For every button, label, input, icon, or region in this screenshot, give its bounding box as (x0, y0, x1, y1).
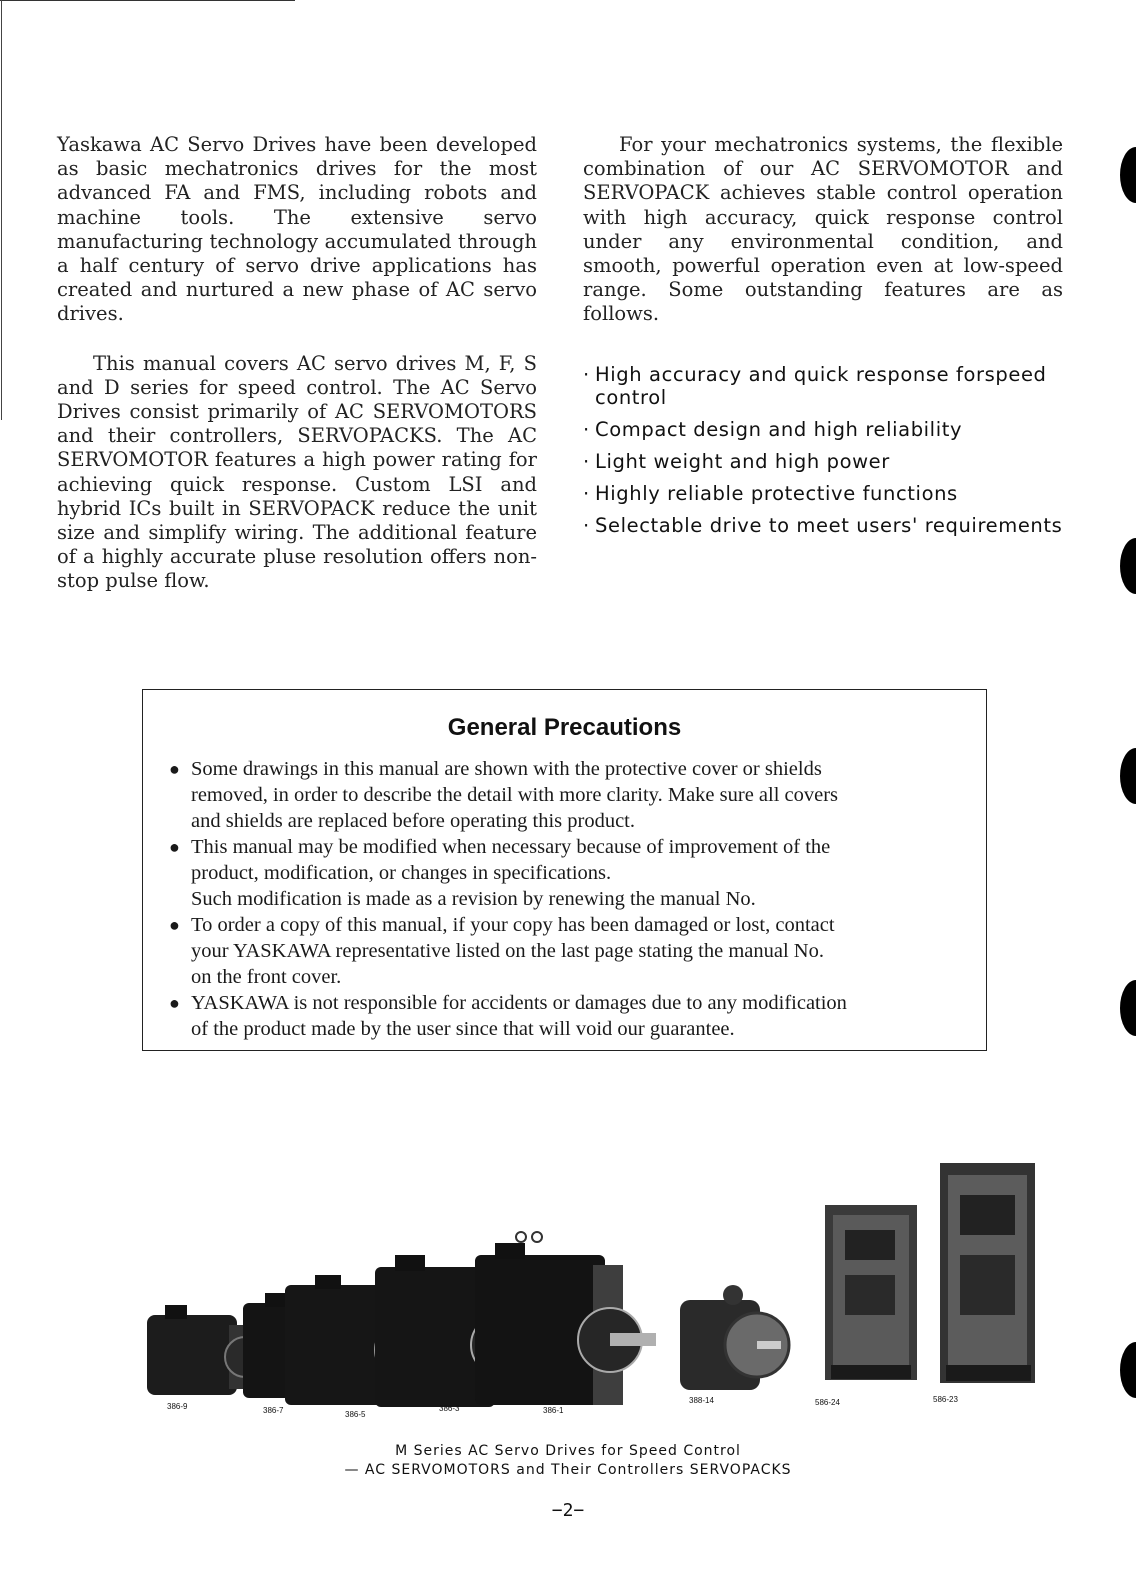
index-mark-icon (1120, 980, 1136, 1036)
precautions-list (143, 756, 986, 1042)
bullet-dot-icon: · (583, 481, 590, 505)
bullet-icon: ● (169, 837, 180, 857)
servopack-586-24 (825, 1205, 917, 1380)
index-mark-icon (1120, 1342, 1136, 1398)
bullet-icon: ● (169, 915, 180, 935)
photo-label: 586-23 (933, 1395, 958, 1404)
index-mark-icon (1120, 748, 1136, 804)
precaution-item: ● Some drawings in this manual are shown with the protective cover or shields removed, in order to describe the detail with more clarity. Make sure all covers and shields are replaced before operating this product. (169, 758, 839, 832)
precaution-item: ● To order a copy of this manual, if your copy has been damaged or lost, contact your YASKAWA representative listed on the last page stating the manual No. on the front cover. (169, 914, 835, 988)
servopack-586-23 (940, 1163, 1035, 1383)
bullet-dot-icon: · (583, 513, 590, 537)
feature-item: · High accuracy and quick response forspeed control (583, 362, 1047, 409)
photo-caption-line-2: — AC SERVOMOTORS and Their Controllers SERVOPACKS (344, 1462, 792, 1478)
bullet-dot-icon: · (583, 449, 590, 473)
scan-edge-left (1, 0, 2, 420)
precaution-item: ● YASKAWA is not responsible for accidents or damages due to any modification of the product made by the user since that will void our guarantee. (169, 992, 847, 1040)
bullet-icon: ● (169, 993, 180, 1013)
feature-item: · Selectable drive to meet users' requirements (583, 513, 1063, 537)
photo-label: 386-9 (167, 1402, 188, 1411)
intro-paragraph-2: This manual covers AC servo drives M, F, S and D series for speed control. The AC Servo Drives consist primarily of AC SERVOMOTORS and their controllers, SERVOPACKS. The AC SERVOMOTOR features a high power rating for achieving quick response. Custom LSI and hybrid ICs built in SERVOPACK reduce the unit size and simplify wiring. The additional feature of a highly accurate pluse resolution offers non-stop pulse flow. (57, 351, 537, 593)
feature-item: · Highly reliable protective functions (583, 481, 958, 505)
precaution-item: ● This manual may be modified when necessary because of improvement of the product, modification, or changes in specifications. Such modification is made as a revision by renewing the manual No. (169, 836, 831, 910)
page-number: −2− (551, 1500, 585, 1521)
index-mark-icon (1120, 538, 1136, 594)
scan-edge-top (0, 0, 295, 1)
photo-label: 386-7 (263, 1406, 284, 1415)
photo-label: 388-14 (689, 1396, 714, 1405)
bullet-icon: ● (169, 759, 180, 779)
photo-label: 586-24 (815, 1398, 840, 1407)
feature-item: · Compact design and high reliability (583, 417, 963, 441)
bullet-dot-icon: · (583, 417, 590, 441)
right-column (583, 133, 1063, 546)
intro-paragraph-3: For your mechatronics systems, the flexible combination of our AC SERVOMOTOR and SERVOPACK achieves stable control operation with high accuracy, quick response control under any environmental condition, and smooth, powerful operation even at low-speed range. Some outstanding features are as follows. (583, 133, 1063, 326)
bullet-dot-icon: · (583, 362, 590, 386)
photo-label: 386-1 (543, 1406, 564, 1415)
precautions-title: General Precautions (447, 714, 682, 741)
servomotor-388-14 (680, 1285, 789, 1390)
edge-index-marks (1106, 0, 1136, 1574)
product-photo (145, 1155, 1045, 1435)
index-mark-icon (1120, 147, 1136, 203)
feature-item: · Light weight and high power (583, 449, 890, 473)
intro-paragraph-1: Yaskawa AC Servo Drives have been developed as basic mechatronics drives for the most advanced FA and FMS, including robots and machine tools. The extensive servo manufacturing technology accumulated through a half century of servo drive applications has created and nurtured a new phase of AC servo drives. (57, 133, 537, 326)
photo-label: 386-5 (345, 1410, 366, 1419)
general-precautions-box (142, 689, 987, 1051)
photo-caption-line-1: M Series AC Servo Drives for Speed Control (395, 1443, 741, 1459)
photo-label: 386-3 (439, 1404, 460, 1413)
servomotor-386-1 (475, 1232, 656, 1405)
feature-list (583, 363, 1063, 537)
left-column (57, 133, 537, 594)
